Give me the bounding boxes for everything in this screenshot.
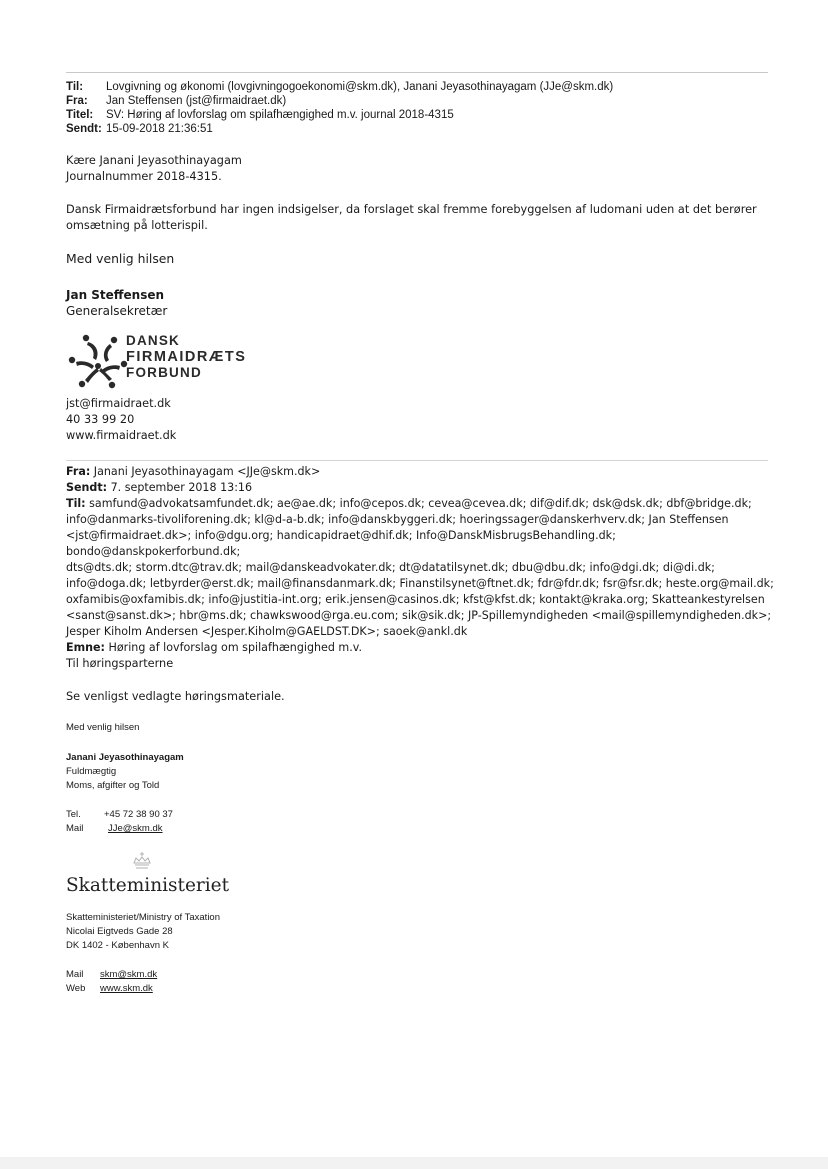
recipient-line: samfund@advokatsamfundet.dk; ae@ae.dk; info@cepos.dk; cevea@cevea.dk; dif@dif.dk; dsk@dsk.dk; dbf@bridge.dk; [89,497,752,510]
logo-line-3: FORBUND [126,365,202,380]
reply-signature [66,287,167,319]
sent-label: Sendt: [66,123,102,135]
fwd-recipients-line [66,496,776,512]
fwd-salutation: Til høringsparterne [66,657,174,670]
contact-email[interactable]: jst@firmaidraet.dk [66,397,171,410]
contact-phone: 40 33 99 20 [66,413,135,426]
header-from [66,94,613,108]
fwd-body: Se venligst vedlagte høringsmateriale. [66,690,285,703]
recipient-line: Jesper Kiholm Andersen <Jesper.Kiholm@GAELDST.DK>; saoek@ankl.dk [66,625,468,638]
fwd-tel-row [66,809,173,820]
fwd-sent-label: Sendt: [66,481,108,494]
recipient-line: dts@dts.dk; storm.dtc@trav.dk; mail@danskeadvokater.dk; dt@datatilsynet.dk; dbu@dbu.dk; info@dgi.dk; di@di.dk; [66,561,715,574]
fwd-signature [66,751,184,793]
fwd-closing: Med venlig hilsen [66,722,140,733]
greeting: Kære Janani Jeyasothinayagam [66,154,242,167]
org-mail-row [66,969,157,980]
body-line-2: omsætning på lotterispil. [66,219,208,232]
org-web-value[interactable]: www.skm.dk [100,983,153,994]
contact-web[interactable]: www.firmaidraet.dk [66,429,177,442]
forwarded-header [66,464,776,656]
header-to [66,80,613,94]
recipient-line: <sanst@sanst.dk>; hbr@ms.dk; chawkswood@rga.eu.com; sik@sik.dk; JP-Spillemyndigheden <mail@spillemyndigheden.dk>; [66,609,772,622]
to-label: Til: [66,81,84,93]
mail-value[interactable]: JJe@skm.dk [108,823,163,834]
reply-contact [66,396,176,444]
reply-body [66,202,757,234]
recipient-line: info@danmarks-tivoliforening.dk; kl@d-a-b.dk; info@danskbyggeri.dk; hoeringssager@danskerhverv.dk; Jan Steffensen [66,513,729,526]
sent-value: 15-09-2018 21:36:51 [106,123,213,135]
org-web-label: Web [66,983,86,994]
subject-label: Titel: [66,109,94,121]
reply-closing: Med venlig hilsen [66,251,175,266]
forward-divider [66,460,768,461]
recipient-line: oxfamibis@oxfamibis.dk; info@justitia-int.org; erik.jensen@casinos.dk; kfst@kfst.dk; kontakt@kraka.org; Skatteankestyrelsen [66,593,765,606]
fwd-mail-row [66,823,163,834]
top-divider [66,72,768,73]
fwd-to-label: Til: [66,497,86,510]
addr-line-2: Nicolai Eigtveds Gade 28 [66,926,173,937]
org-name: Skatteministeriet [66,875,230,896]
from-value: Jan Steffensen (jst@firmaidraet.dk) [106,95,287,107]
org-address [66,911,220,953]
logo-wordmark [126,333,246,381]
addr-line-1: Skatteministeriet/Ministry of Taxation [66,912,220,923]
fwd-sender-name: Janani Jeyasothinayagam [66,752,184,763]
sender-name: Jan Steffensen [66,288,165,302]
fwd-subject-row [66,640,776,656]
fwd-sent-row [66,480,776,496]
fwd-from-value: Janani Jeyasothinayagam <JJe@skm.dk> [93,465,321,478]
journal-number: Journalnummer 2018-4315. [66,170,222,183]
sender-title: Generalsekretær [66,304,168,318]
subject-value: SV: Høring af lovforslag om spilafhængighed m.v. journal 2018-4315 [106,109,454,121]
from-label: Fra: [66,95,88,107]
fwd-subject-label: Emne: [66,641,105,654]
addr-line-3: DK 1402 - København K [66,940,169,951]
fwd-sent-value: 7. september 2018 13:16 [110,481,253,494]
fwd-from-row [66,464,776,480]
org-mail-label: Mail [66,969,84,980]
mail-label: Mail [66,823,84,834]
recipient-line: <jst@firmaidraet.dk>; info@dgu.org; handicapidraet@dhif.dk; Info@DanskMisbrugsBehandling.dk; bondo@danskpokerforbund.dk; [66,529,616,558]
tel-value: +45 72 38 90 37 [104,809,173,820]
org-web-row [66,983,153,994]
page-bottom-edge [0,1157,828,1169]
recipient-line: info@doga.dk; letbyrder@erst.dk; mail@finansdanmark.dk; Finanstilsynet@ftnet.dk; fdr@fdr.dk; fsr@fsr.dk; heste.org@mail.dk; [66,577,774,590]
header-subject [66,108,613,122]
crown-icon [130,851,154,873]
tel-label: Tel. [66,809,81,820]
header-sent [66,122,613,136]
to-value: Lovgivning og økonomi (lovgivningogoekonomi@skm.dk), Janani Jeyasothinayagam (JJe@skm.dk) [106,81,614,93]
fwd-sender-title: Fuldmægtig [66,766,117,777]
fwd-from-label: Fra: [66,465,91,478]
fwd-subject-value: Høring af lovforslag om spilafhængighed m.v. [108,641,362,654]
logo-line-2: FIRMAIDRÆTS [126,349,247,365]
logo-line-1: DANSK [126,333,181,348]
reply-greeting-block [66,153,242,185]
body-line-1: Dansk Firmaidrætsforbund har ingen indsigelser, da forslaget skal fremme forebyggelsen af ludomani uden at det berører [66,203,757,216]
fwd-sender-dept: Moms, afgifter og Told [66,780,160,791]
org-mail-value[interactable]: skm@skm.dk [100,969,158,980]
email-header [66,80,613,136]
